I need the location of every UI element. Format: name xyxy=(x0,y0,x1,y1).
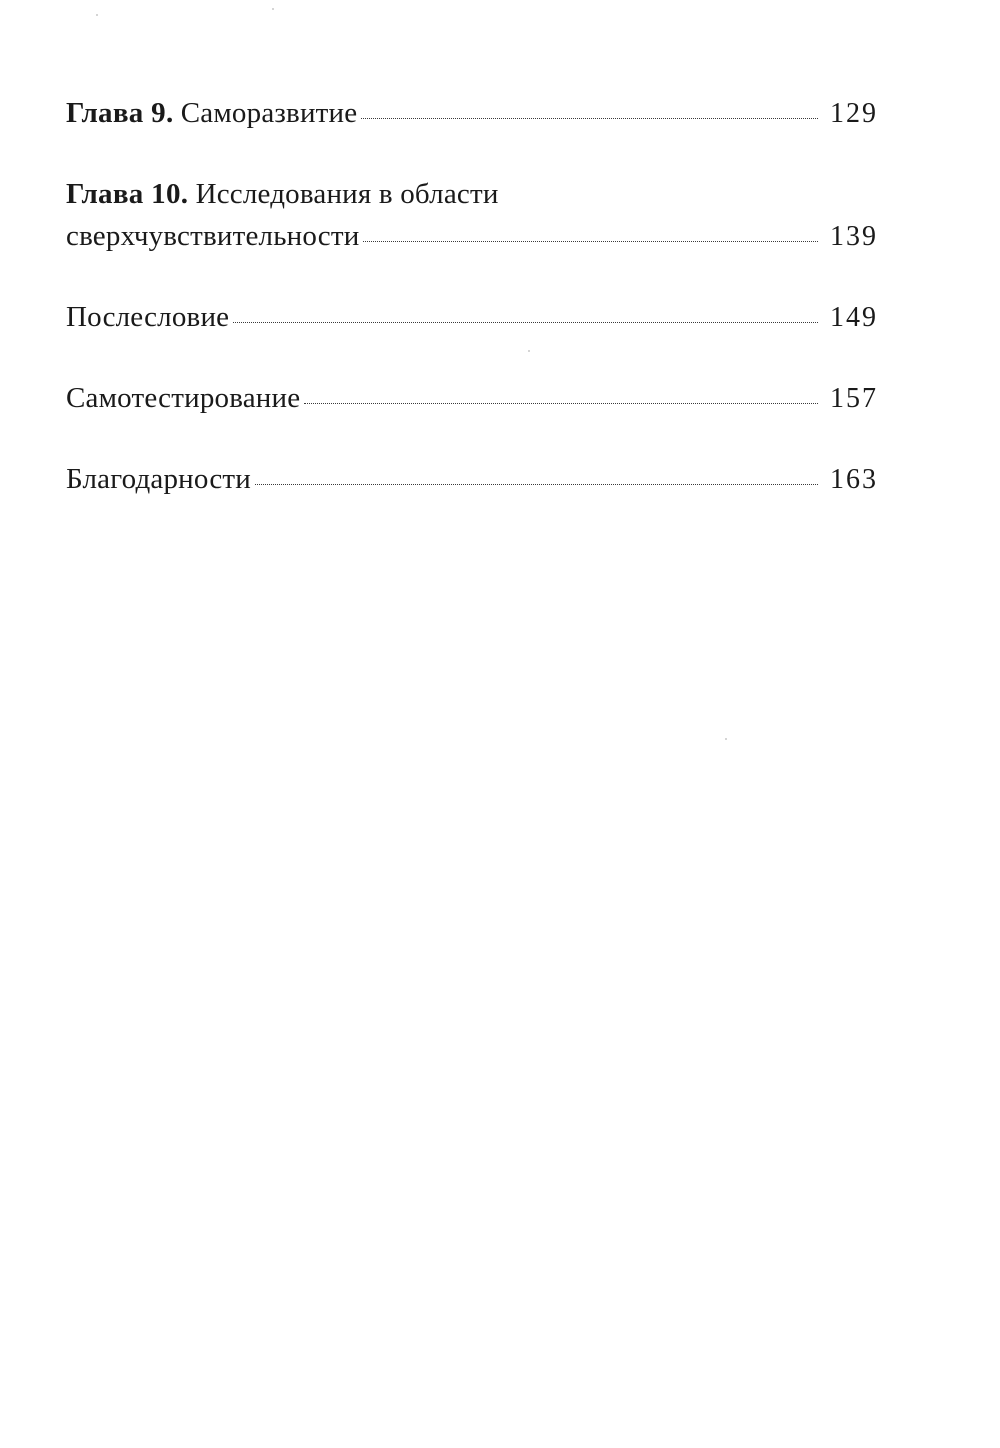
scan-speck xyxy=(272,8,274,10)
scan-speck xyxy=(528,350,530,352)
dot-leader xyxy=(363,241,818,242)
entry-title: Саморазвитие xyxy=(180,97,358,129)
entry-title: Послесловие xyxy=(66,301,230,333)
toc-entry-self-test[interactable] xyxy=(66,377,878,420)
dot-leader xyxy=(233,322,818,323)
page-number: 129 xyxy=(830,98,878,129)
toc-row-first-line xyxy=(66,173,878,215)
page-number: 149 xyxy=(830,302,878,333)
toc-entry-afterword[interactable] xyxy=(66,296,878,339)
scan-speck xyxy=(725,738,727,740)
chapter-label: Глава 10. xyxy=(66,178,189,210)
dot-leader xyxy=(304,403,818,404)
toc-entry-chapter-10[interactable] xyxy=(66,173,878,258)
toc-row xyxy=(66,215,878,258)
entry-title: Благодарности xyxy=(66,463,251,495)
dot-leader xyxy=(361,118,818,119)
page-number: 157 xyxy=(830,383,878,414)
dot-leader xyxy=(255,484,818,485)
entry-title: Самотестирование xyxy=(66,382,301,414)
toc-entry-chapter-9[interactable] xyxy=(66,92,878,135)
page-number: 139 xyxy=(830,221,878,252)
chapter-label: Глава 9. xyxy=(66,97,174,129)
toc-row xyxy=(66,92,878,135)
scan-speck xyxy=(96,14,98,16)
toc-entry-acknowledgements[interactable] xyxy=(66,458,878,501)
toc-row xyxy=(66,377,878,420)
toc-row xyxy=(66,296,878,339)
table-of-contents xyxy=(66,92,878,539)
entry-title-line1: Исследования в области xyxy=(195,178,499,210)
page-number: 163 xyxy=(830,464,878,495)
entry-title-line2: сверхчувствительности xyxy=(66,220,360,252)
toc-row xyxy=(66,458,878,501)
